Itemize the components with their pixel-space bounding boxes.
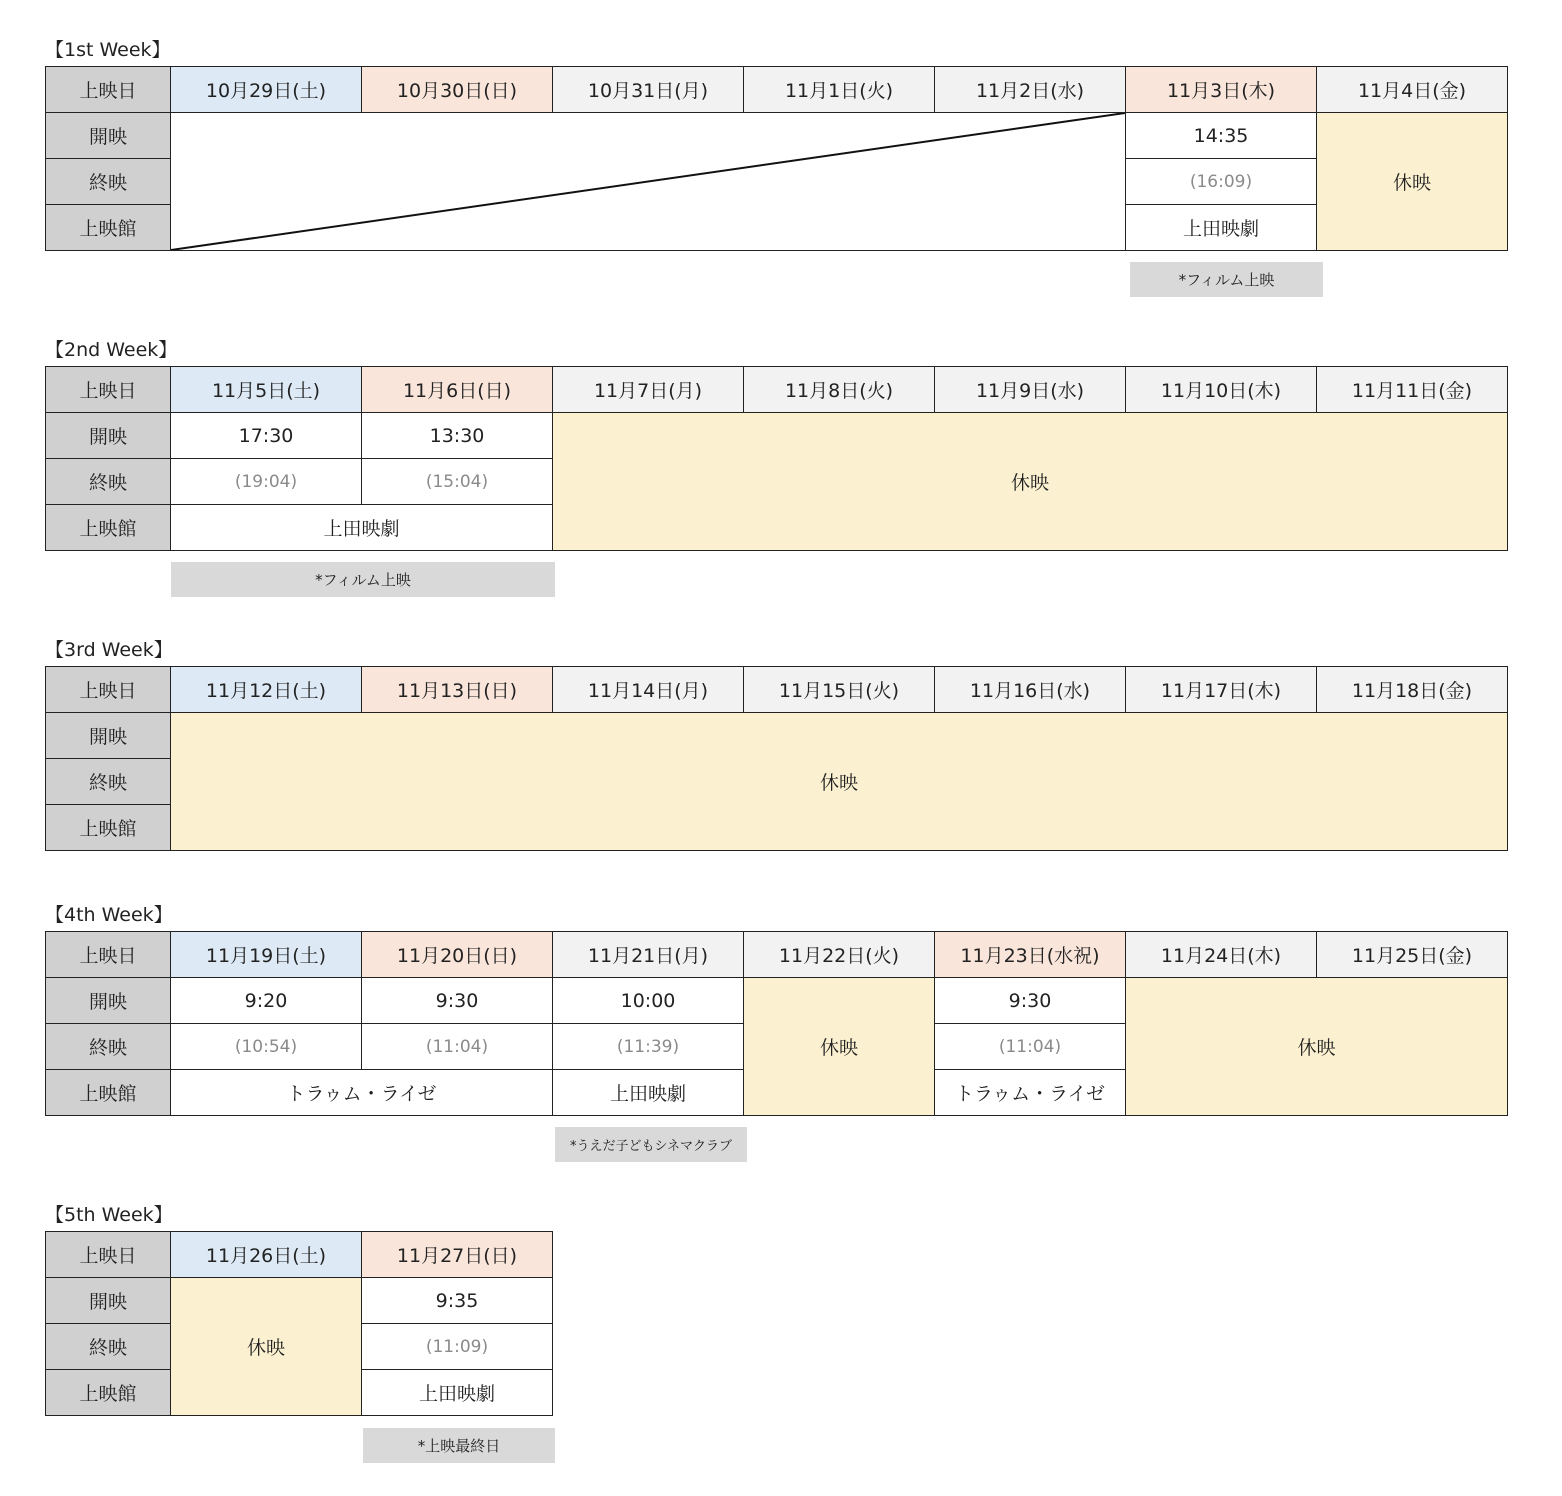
date-header: 11月7日(月) <box>553 367 744 413</box>
date-header: 11月14日(月) <box>553 667 744 713</box>
date-header: 11月21日(月) <box>553 932 744 978</box>
start-time: 9:30 <box>362 978 553 1024</box>
row-label-end: 終映 <box>46 759 171 805</box>
row-label-start: 開映 <box>46 113 171 159</box>
end-time: (11:39) <box>553 1024 744 1070</box>
date-header: 11月24日(木) <box>1126 932 1317 978</box>
date-header: 11月15日(火) <box>744 667 935 713</box>
date-header: 11月8日(火) <box>744 367 935 413</box>
closed-cell: 休映 <box>1126 978 1508 1116</box>
date-header: 11月26日(土) <box>171 1232 362 1278</box>
start-time: 13:30 <box>362 413 553 459</box>
row-label-venue: 上映館 <box>46 505 171 551</box>
row-label-date: 上映日 <box>46 1232 171 1278</box>
week2-table <box>45 366 1508 551</box>
end-time: (16:09) <box>1126 159 1317 205</box>
week1-table <box>45 66 1508 251</box>
closed-cell: 休映 <box>171 713 1508 851</box>
end-time: (11:04) <box>362 1024 553 1070</box>
date-header: 11月2日(水) <box>935 67 1126 113</box>
start-time: 14:35 <box>1126 113 1317 159</box>
date-header: 11月19日(土) <box>171 932 362 978</box>
week4-table <box>45 931 1508 1116</box>
venue-name: 上田映劇 <box>1126 205 1317 251</box>
screening-note: *フィルム上映 <box>171 562 555 597</box>
venue-name: トラゥム・ライゼ <box>935 1070 1126 1116</box>
screening-note: *フィルム上映 <box>1130 262 1323 297</box>
date-header: 11月27日(日) <box>362 1232 553 1278</box>
row-label-start: 開映 <box>46 413 171 459</box>
no-screening-area <box>171 113 1126 251</box>
date-header: 11月25日(金) <box>1317 932 1508 978</box>
date-header: 11月12日(土) <box>171 667 362 713</box>
week4-title: 【4th Week】 <box>45 904 173 926</box>
screening-note: *うえだ子どもシネマクラブ <box>555 1127 747 1162</box>
row-label-date: 上映日 <box>46 667 171 713</box>
week2-title: 【2nd Week】 <box>45 339 178 361</box>
row-label-start: 開映 <box>46 713 171 759</box>
end-time: (11:04) <box>935 1024 1126 1070</box>
row-label-end: 終映 <box>46 1324 171 1370</box>
row-label-venue: 上映館 <box>46 205 171 251</box>
closed-cell: 休映 <box>171 1278 362 1416</box>
date-header: 11月11日(金) <box>1317 367 1508 413</box>
row-label-venue: 上映館 <box>46 805 171 851</box>
date-header: 11月18日(金) <box>1317 667 1508 713</box>
date-header: 11月1日(火) <box>744 67 935 113</box>
date-header: 11月17日(木) <box>1126 667 1317 713</box>
diagonal-line <box>171 113 1125 250</box>
date-header: 11月9日(水) <box>935 367 1126 413</box>
venue-name: トラゥム・ライゼ <box>171 1070 553 1116</box>
date-header: 10月29日(土) <box>171 67 362 113</box>
row-label-venue: 上映館 <box>46 1370 171 1416</box>
row-label-end: 終映 <box>46 159 171 205</box>
end-time: (11:09) <box>362 1324 553 1370</box>
venue-name: 上田映劇 <box>362 1370 553 1416</box>
start-time: 17:30 <box>171 413 362 459</box>
date-header: 11月5日(土) <box>171 367 362 413</box>
row-label-venue: 上映館 <box>46 1070 171 1116</box>
row-label-date: 上映日 <box>46 367 171 413</box>
week3-title: 【3rd Week】 <box>45 639 173 661</box>
start-time: 10:00 <box>553 978 744 1024</box>
end-time: (15:04) <box>362 459 553 505</box>
week5-table <box>45 1231 553 1416</box>
date-header: 11月4日(金) <box>1317 67 1508 113</box>
date-header: 11月20日(日) <box>362 932 553 978</box>
date-header: 11月13日(日) <box>362 667 553 713</box>
venue-name: 上田映劇 <box>553 1070 744 1116</box>
closed-cell: 休映 <box>553 413 1508 551</box>
week3-table <box>45 666 1508 851</box>
closed-cell: 休映 <box>1317 113 1508 251</box>
start-time: 9:20 <box>171 978 362 1024</box>
screening-note: *上映最終日 <box>363 1428 555 1463</box>
date-header: 11月6日(日) <box>362 367 553 413</box>
week5-title: 【5th Week】 <box>45 1204 173 1226</box>
date-header: 11月23日(水祝) <box>935 932 1126 978</box>
closed-cell: 休映 <box>744 978 935 1116</box>
row-label-date: 上映日 <box>46 932 171 978</box>
date-header: 11月22日(火) <box>744 932 935 978</box>
date-header: 11月10日(木) <box>1126 367 1317 413</box>
week1-title: 【1st Week】 <box>45 39 171 61</box>
end-time: (10:54) <box>171 1024 362 1070</box>
row-label-start: 開映 <box>46 978 171 1024</box>
date-header: 11月16日(水) <box>935 667 1126 713</box>
row-label-end: 終映 <box>46 459 171 505</box>
row-label-date: 上映日 <box>46 67 171 113</box>
row-label-start: 開映 <box>46 1278 171 1324</box>
start-time: 9:30 <box>935 978 1126 1024</box>
date-header: 11月3日(木) <box>1126 67 1317 113</box>
date-header: 10月30日(日) <box>362 67 553 113</box>
end-time: (19:04) <box>171 459 362 505</box>
venue-name: 上田映劇 <box>171 505 553 551</box>
start-time: 9:35 <box>362 1278 553 1324</box>
date-header: 10月31日(月) <box>553 67 744 113</box>
row-label-end: 終映 <box>46 1024 171 1070</box>
